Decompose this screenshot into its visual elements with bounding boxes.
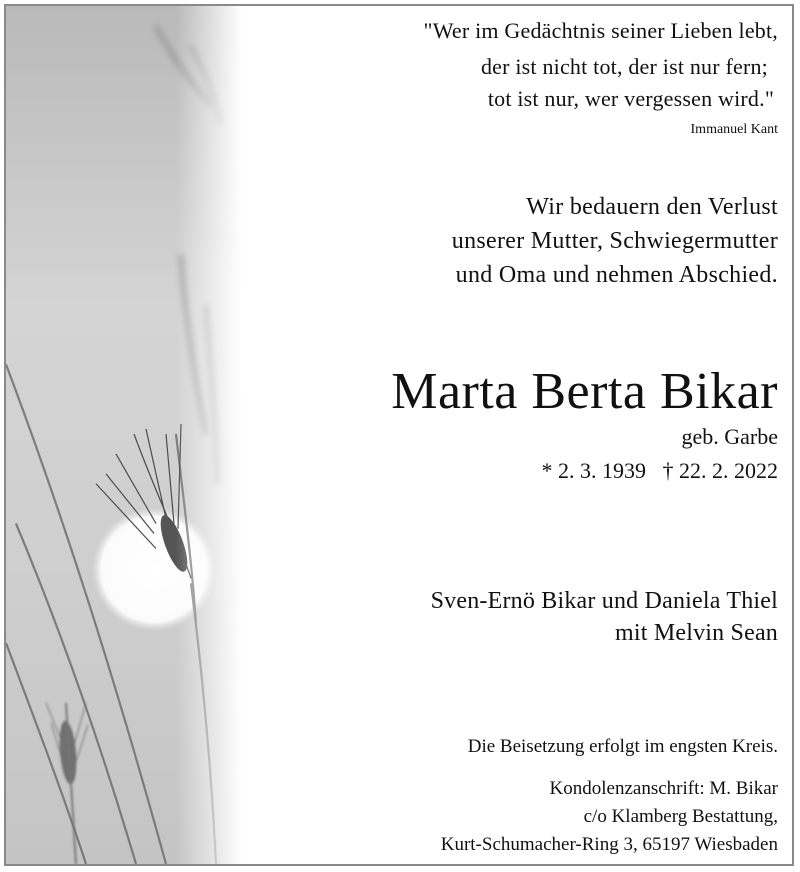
- condolence-line-1: Kondolenzanschrift: M. Bikar: [549, 778, 778, 799]
- deceased-name: Marta Berta Bikar: [391, 363, 778, 420]
- condolence-line-3: Kurt-Schumacher-Ring 3, 65197 Wiesbaden: [440, 834, 778, 855]
- burial-notice: Die Beisetzung erfolgt im engsten Kreis.: [467, 736, 778, 757]
- quote-line-2: der ist nicht tot, der ist nur fern;: [480, 54, 768, 79]
- message-line-1: Wir bedauern den Verlust: [526, 194, 778, 220]
- condolence-line-2: c/o Klamberg Bestattung,: [583, 806, 778, 827]
- family-line-1: Sven-Ernö Bikar und Daniela Thiel: [430, 588, 778, 614]
- quote-line-1: "Wer im Gedächtnis seiner Lieben lebt,: [423, 18, 778, 43]
- quote-line-3: tot ist nur, wer vergessen wird.": [487, 86, 774, 111]
- obituary-notice: [4, 4, 794, 866]
- family-line-2: mit Melvin Sean: [615, 620, 778, 646]
- notice-text: [246, 6, 778, 864]
- message-line-2: unserer Mutter, Schwiegermutter: [451, 228, 778, 254]
- life-dates: * 2. 3. 1939 † 22. 2. 2022: [541, 458, 778, 483]
- quote-author: Immanuel Kant: [690, 122, 778, 137]
- message-line-3: und Oma und nehmen Abschied.: [455, 262, 778, 288]
- birth-name: geb. Garbe: [681, 424, 778, 449]
- grass-sun-photo: [6, 6, 242, 864]
